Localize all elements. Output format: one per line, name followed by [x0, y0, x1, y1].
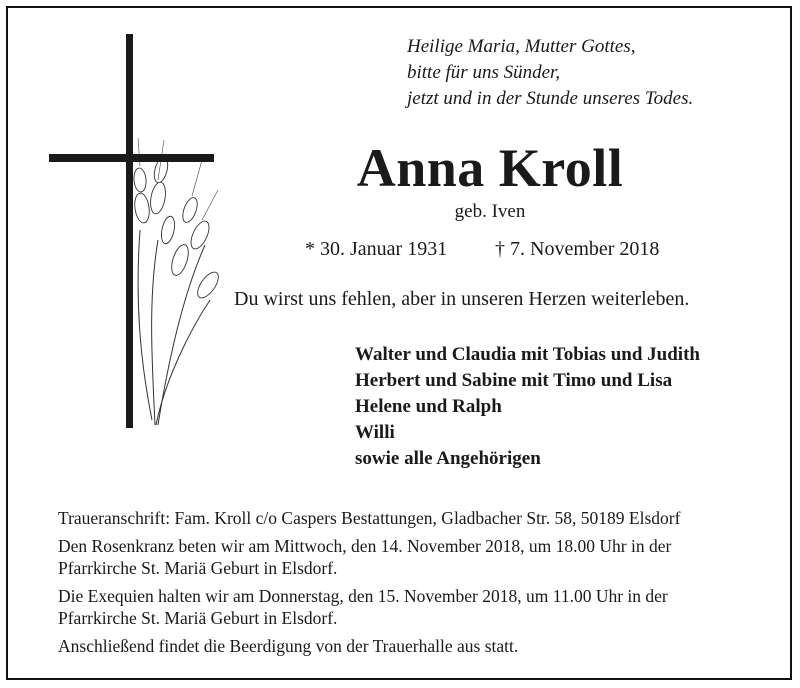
- deceased-name: Anna Kroll: [356, 138, 624, 198]
- mourner-line: Herbert und Sabine mit Timo und Lisa: [355, 370, 673, 391]
- birth-date: * 30. Januar 1931: [305, 238, 448, 260]
- prayer-line: jetzt und in der Stunde unseres Todes.: [407, 88, 694, 109]
- prayer-line: bitte für uns Sünder,: [407, 62, 561, 83]
- info-line: Pfarrkirche St. Mariä Geburt in Elsdorf.: [58, 608, 338, 628]
- mourner-line: Willi: [355, 422, 395, 443]
- info-line: Pfarrkirche St. Mariä Geburt in Elsdorf.: [58, 558, 338, 578]
- prayer-quote: [407, 34, 767, 112]
- mourners-list: [355, 342, 700, 472]
- info-line: Traueranschrift: Fam. Kroll c/o Caspers Bestattungen, Gladbacher Str. 58, 50189 Elsdorf: [58, 508, 681, 528]
- info-line: Den Rosenkranz beten wir am Mittwoch, den 14. November 2018, um 18.00 Uhr in der: [58, 536, 672, 556]
- info-line: Die Exequien halten wir am Donnerstag, den 15. November 2018, um 11.00 Uhr in der: [58, 586, 668, 606]
- mourner-line: Walter und Claudia mit Tobias und Judith: [355, 344, 700, 365]
- memorial-quote: Du wirst uns fehlen, aber in unseren Herzen weiterleben.: [234, 288, 690, 310]
- rosary-notice: [58, 535, 778, 579]
- cross-with-wheat-icon: [40, 30, 230, 445]
- burial-notice: [58, 635, 778, 657]
- maiden-name: geb. Iven: [454, 201, 526, 222]
- info-line: Anschließend findet die Beerdigung von der Trauerhalle aus statt.: [58, 636, 519, 656]
- funeral-information: [58, 507, 778, 663]
- mourner-line: sowie alle Angehörigen: [355, 448, 541, 469]
- mourning-address: [58, 507, 778, 529]
- prayer-line: Heilige Maria, Mutter Gottes,: [407, 36, 636, 57]
- death-date: † 7. November 2018: [495, 238, 660, 260]
- exequies-notice: [58, 585, 778, 629]
- mourner-line: Helene und Ralph: [355, 396, 502, 417]
